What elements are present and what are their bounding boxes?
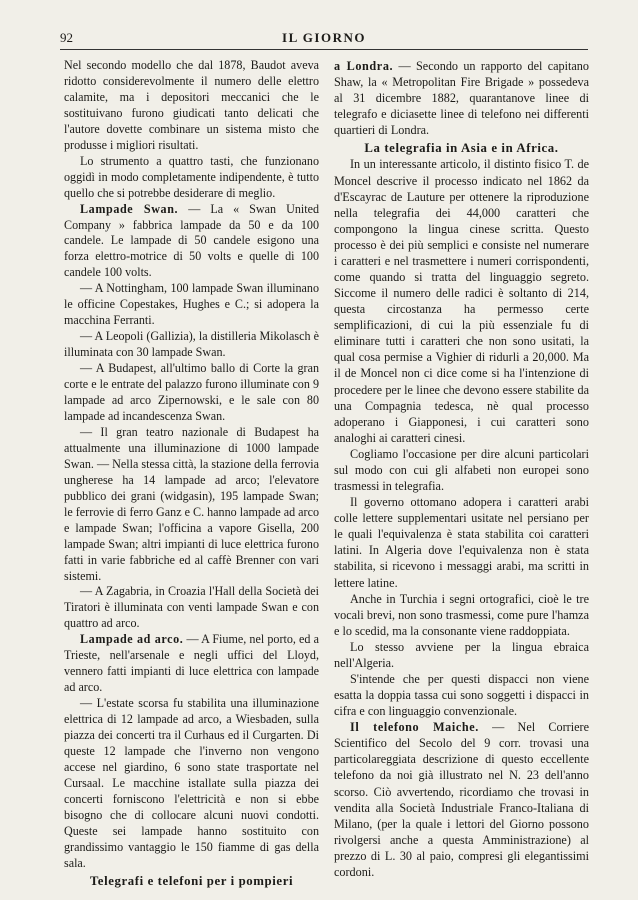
paragraph-lead: Lampade Swan. <box>80 201 179 216</box>
paragraph <box>64 632 319 696</box>
paragraph <box>64 154 319 202</box>
paragraph <box>64 361 319 425</box>
paragraph <box>64 425 319 585</box>
paragraph-lead: a Londra. <box>334 59 394 73</box>
paragraph-text: — Il gran teatro nazionale di Budapest ha attualmente una illuminazione di 1000 lampade Swan. — Nella stessa città, la stazione della ferrovia ungherese ha 14 lampade ad arco; l'elevatore pubblico dei grani (widgasin), 195 lampade Swan; le ferrovie di ferro Ganz e C. hanno lampade ad arco e lampade Swan; l'officina a vapore Gisella, 200 lampade Swan; altri impianti di luce elettrica furono fatti in varie fabbriche ed al caffè Brenner con vari sistemi. <box>64 424 319 583</box>
paragraph-text: Cogliamo l'occasione per dire alcuni particolari sul modo con cui gli alfabeti non europei sono trasmessi in telegrafia. <box>334 446 589 494</box>
paragraph <box>334 639 589 671</box>
paragraph-text: Il governo ottomano adopera i caratteri arabi colle lettere supplementari usitate nel persiano per le quali l'equivalenza è stata stabilita coi caratteri latini. In Algeria dove l'equivalenza non è stata stabilita, si ricevono i messaggi arabi, ma scritti in lettere latine. <box>334 495 589 590</box>
paragraph <box>334 671 589 719</box>
paragraph-text: Anche in Turchia i segni ortografici, cioè le tre vocali brevi, non sono trasmessi, come pure l'hamza e lo scedid, ma la consonante viene raddoppiata. <box>334 591 589 638</box>
paragraph <box>334 58 589 138</box>
paragraph <box>64 58 319 154</box>
paragraph <box>64 329 319 361</box>
paragraph-text: — La « Swan United Company » fabbrica lampade da 50 e da 100 candele. Le lampade di 50 candele esigono una forza elettro-motrice di 50 volts e quelle di 100 candele 100 volts. <box>64 201 319 280</box>
left-column <box>64 58 319 890</box>
paragraph-text: Nel secondo modello che dal 1878, Baudot aveva ridotto considerevolmente il numero delle elettro calamite, ma i depositori meccanici che le sostituivano furono giudicati tanto delicati che l'autore dovette combinare un sistema misto che produsse i migliori risultati. <box>64 58 319 152</box>
paragraph-text: — L'estate scorsa fu stabilita una illuminazione elettrica di 12 lampade ad arco, a Wiesbaden, sulla piazza dei concerti tra il Curhaus ed il Curgarten. Di queste 12 lampade che l'inverno non vengono accese nel giardino, 6 sono state trasportate nel Cursaal. Le macchine istallate sulla piazza dei concerti forniscono l'elettricità e non si ebbe bisogno che di collocare alcuni nuovi condotti. Queste sei lampade hanno sostituito con grandissimo vantaggio le 150 fiamme di gas della sala. <box>64 696 319 870</box>
paragraph-text: — A Fiume, nel porto, ed a Trieste, nell'arsenale e negli uffici del Lloyd, vennero fatti impianti di luce elettrica con lampade ad arco. <box>64 632 319 695</box>
paragraph <box>334 494 589 590</box>
paragraph-text: Lo strumento a quattro tasti, che funzionano oggidì in modo completamente indipendente, è tutto quello che si potrebbe desiderare di meglio. <box>64 153 319 200</box>
paragraph <box>64 584 319 632</box>
section-title: La telegrafia in Asia e in Africa. <box>364 141 559 156</box>
paragraph <box>64 696 319 871</box>
paragraph <box>334 156 589 445</box>
journal-title: IL GIORNO <box>282 30 366 45</box>
paragraph-text: — A Leopoli (Gallizia), la distilleria Mikolasch è illuminata con 30 lampade Swan. <box>64 329 319 360</box>
paragraph <box>64 281 319 329</box>
header-rule <box>60 49 588 50</box>
paragraph-text: Lo stesso avviene per la lingua ebraica nell'Algeria. <box>334 639 589 670</box>
right-column <box>334 58 589 880</box>
paragraph <box>334 591 589 639</box>
page-number: 92 <box>60 30 73 45</box>
paragraph-lead: Lampade ad arco. <box>80 632 184 647</box>
paragraph-text: — A Budapest, all'ultimo ballo di Corte la gran corte e le entrate del palazzo furono illuminate con 9 lampade ad arco Zipernowski, e le sale con 80 lampade ad incandescenza Swan. <box>64 361 319 423</box>
paragraph-text: — A Nottingham, 100 lampade Swan illuminano le officine Copestakes, Hughes e C.; si adopera la macchina Ferranti. <box>64 281 319 328</box>
page-header <box>60 30 588 48</box>
paragraph <box>334 446 589 494</box>
paragraph-text: In un interessante articolo, il distinto fisico T. de Moncel descrive il processo indicato nel 1862 da d'Escayrac de Lauture per ottenere la riproduzione nella telegrafia dei 44,000 caratteri che compongono la lingua cinese scritta. Questo processo è dei più semplici e consiste nel numerare i caratteri e nel trasmettere i numeri corrispondenti, come quando si tratta del linguaggio segreto. Siccome il numero delle radici è soltanto di 214, questa circostanza ha permesso certe semplificazioni, di cui la più essenziale fu di eliminare tutti i caratteri che non sono usitati, la qual cosa permise a Vighier di ridurli a 20,000. Ma il de Moncel non ci dice come si ha l'intenzione di procedere per le linee che devono essere stabilite da una Compagnia tedesca, nè qual processo adoperano i Giapponesi, i cui caratteri sono analoghi ai caratteri cinesi. <box>334 157 589 445</box>
paragraph <box>334 719 589 880</box>
paragraph <box>64 202 319 282</box>
paragraph-text: S'intende che per questi dispacci non viene esatta la doppia tassa cui sono soggetti i dispacci in cifra e con linguaggio convenzionale. <box>334 671 589 719</box>
paragraph-text: — A Zagabria, in Croazia l'Hall della Società dei Tiratori è illuminata con venti lampade Swan e con quattro ad arco. <box>64 584 319 631</box>
section-title: Telegrafi e telefoni per i pompieri <box>89 873 294 888</box>
paragraph-text: — Nel Corriere Scientifico del Secolo del 9 corr. trovasi una particolareggiata descrizione di questo eccellente telefono da noi già illustrato nel N. 23 dell'anno scorso. Ciò avvertendo, ricordiamo che trovasi in vendita alla Società Industriale Franco-Italiana di Milano, (per la quale i lettori del Giorno possono rivolgersi anche a questa Amministrazione) al prezzo di L. 30 al paio, compresi gli elegantissimi cordoni. <box>334 720 589 879</box>
paragraph-text: — Secondo un rapporto del capitano Shaw, la « Metropolitan Fire Brigade » possedeva al 31 dicembre 1882, quarantanove linee di telegrafo e diciasette linee di telefono nei differenti quartieri di Londra. <box>334 59 589 138</box>
paragraph-lead: Il telefono Maiche. <box>350 720 479 735</box>
